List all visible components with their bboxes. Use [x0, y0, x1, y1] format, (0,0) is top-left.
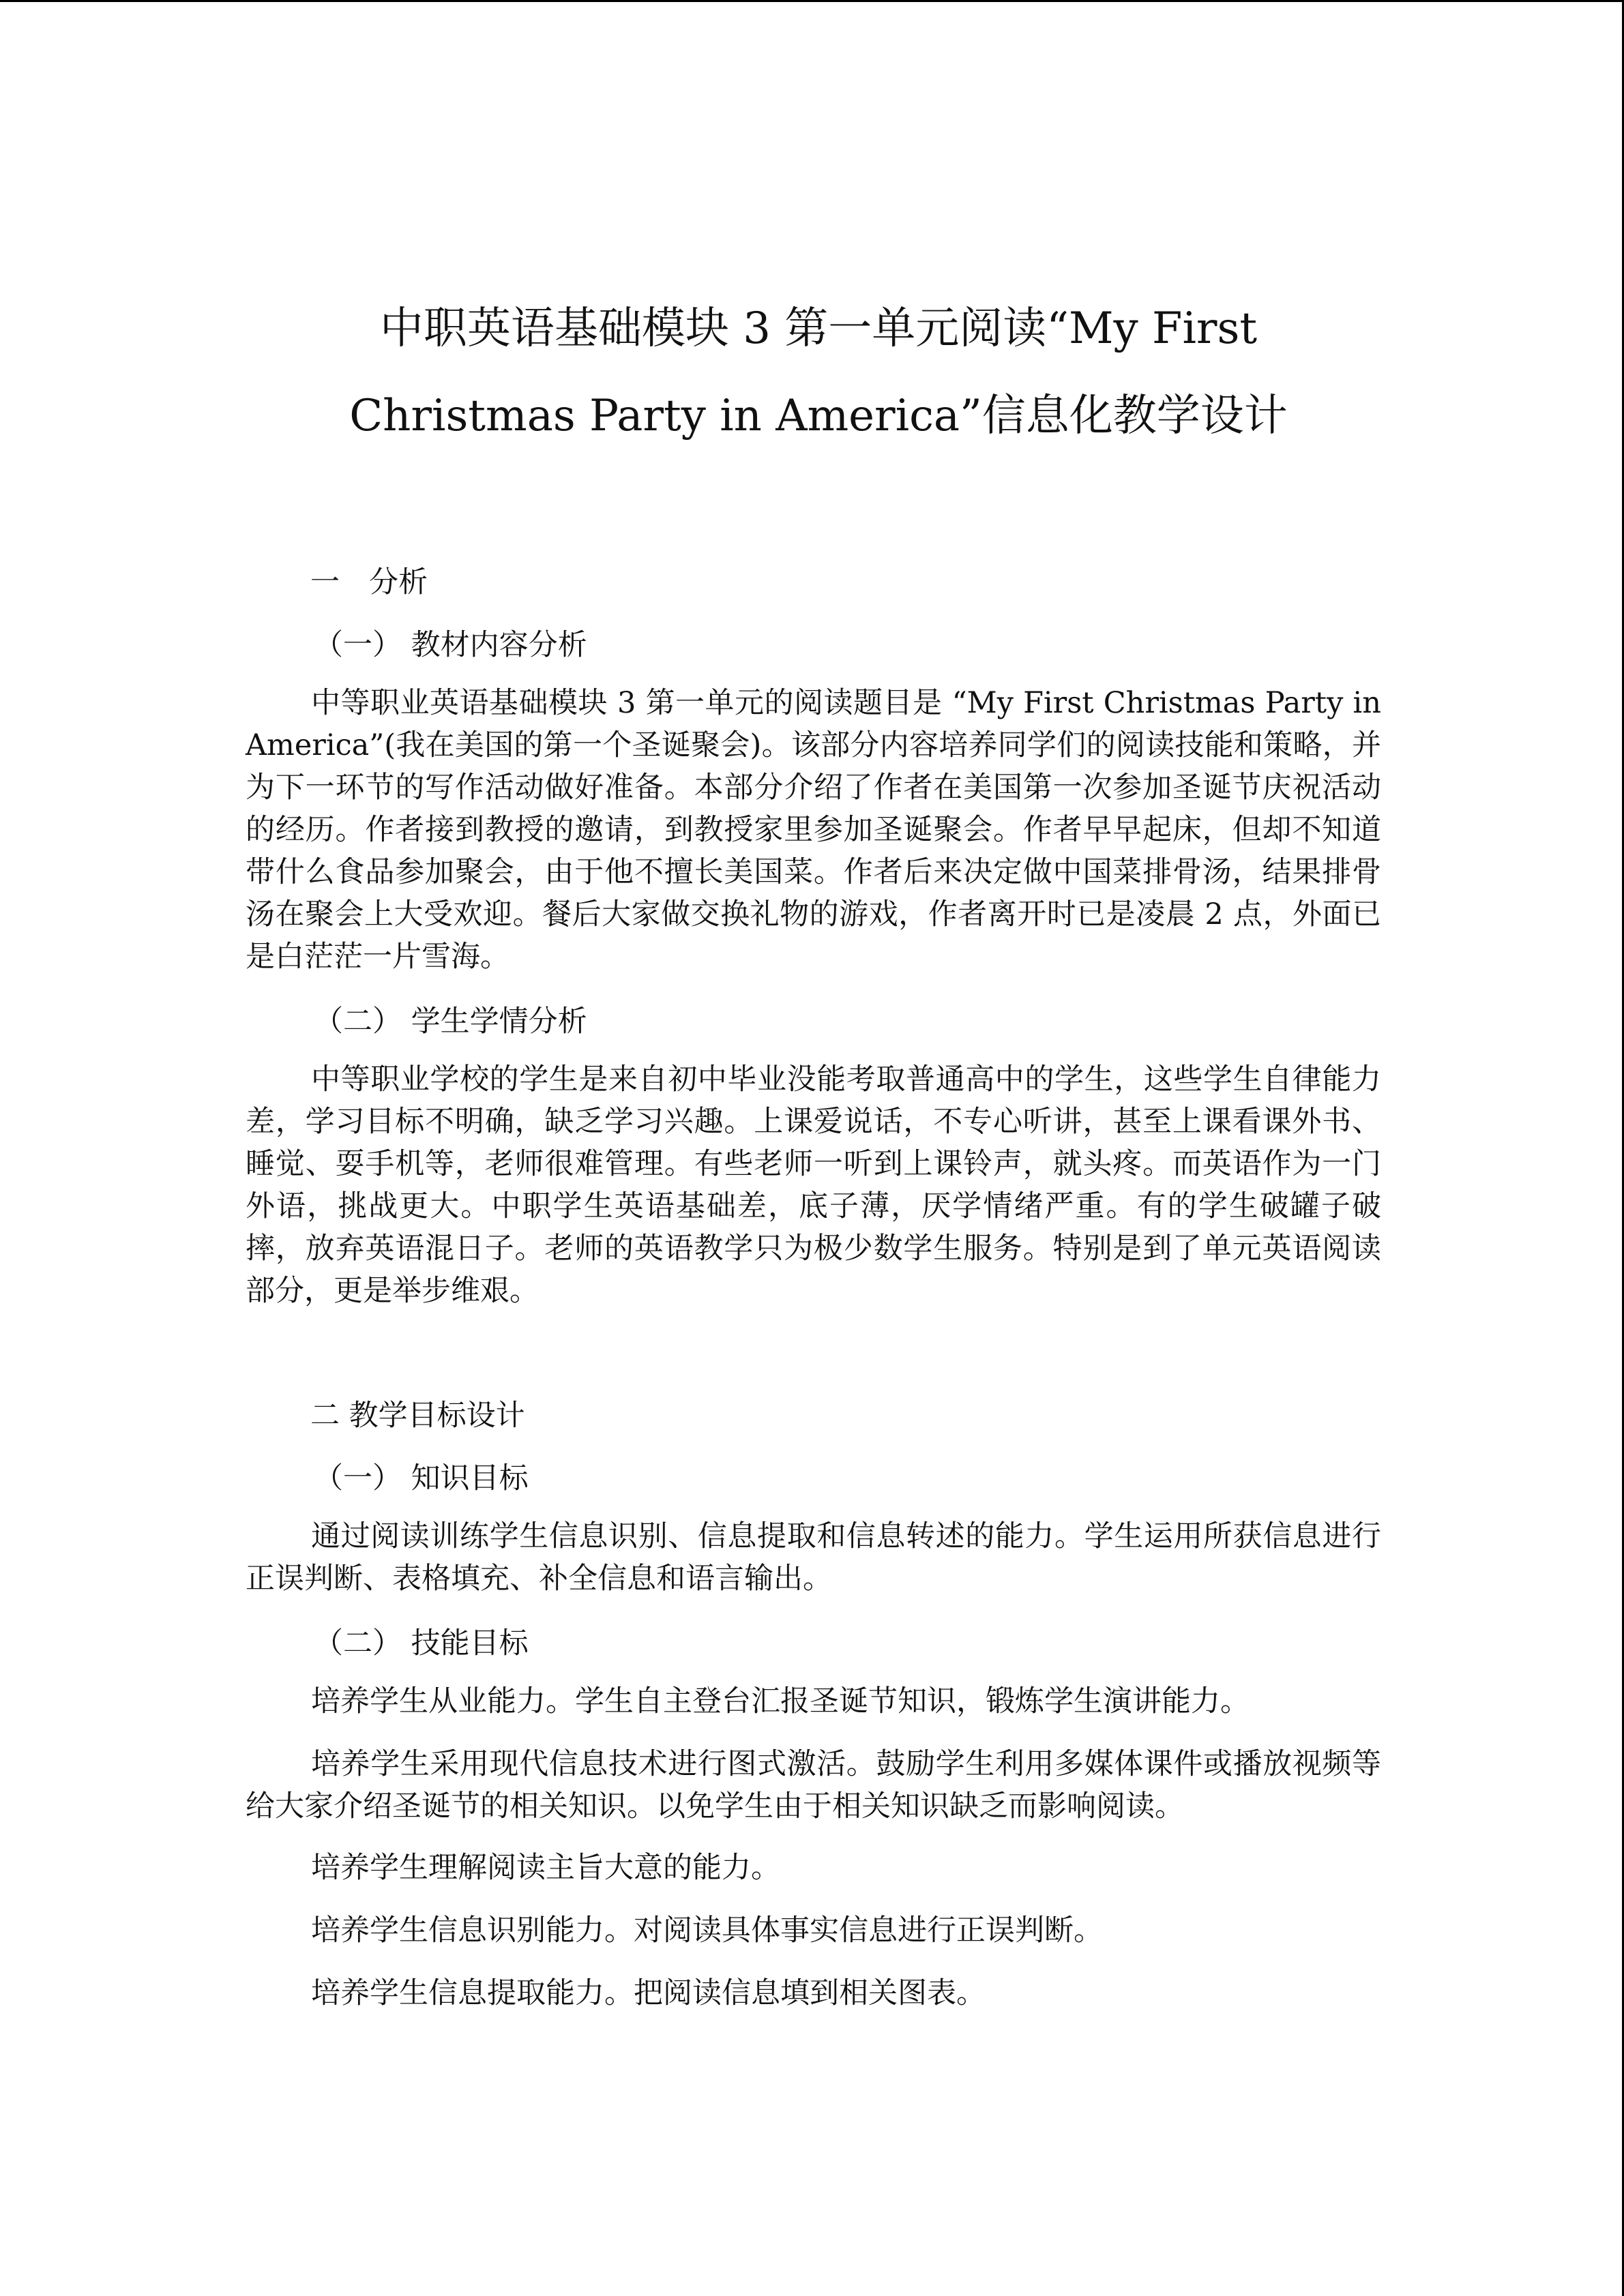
- section-spacer: [246, 1324, 1381, 1384]
- section-1-sub-2-heading: （二） 学生学情分析: [314, 1004, 587, 1039]
- paragraph-spacer: [246, 1840, 1381, 1847]
- student-analysis-paragraph: 中等职业学校的学生是来自初中毕业没能考取普通高中的学生，这些学生自律能力差，学习目标不明确，缺乏学习兴趣。上课爱说话，不专心听讲，甚至上课看课外书、睡觉、耍手机等，老师很难管理。有些老师一听到上课铃声，就头疼。而英语作为一门外语，挑战更大。中职学生英语基础差，底子薄，厌学情绪严重。有的学生破罐子破摔，放弃英语混日子。老师的英语教学只为极少数学生服务。特别是到了单元英语阅读部分，更是举步维艰。: [246, 1062, 1381, 1308]
- document-title: [246, 285, 1391, 460]
- section-1-sub-1-heading: （一） 教材内容分析: [314, 628, 587, 662]
- textbook-analysis-paragraph: 中等职业英语基础模块 3 第一单元的阅读题目是 “My First Christmas Party in America”(我在美国的第一个圣诞聚会)。该部分内容培养同学们的阅读技能和策略，并为下一环节的写作活动做好准备。本部分介绍了作者在美国第一次参加圣诞节庆祝活动的经历。作者接到教授的邀请，到教授家里参加圣诞聚会。作者早早起床，但却不知道带什么食品参加聚会，由于他不擅长美国菜。作者后来决定做中国菜排骨汤，结果排骨汤在聚会上大受欢迎。餐后大家做交换礼物的游戏，作者离开时已是凌晨 2 点，外面已是白茫茫一片雪海。: [246, 686, 1411, 974]
- skill-goal-paragraph-1: 培养学生从业能力。学生自主登台汇报圣诞节知识，锻炼学生演讲能力。: [311, 1684, 1250, 1718]
- skill-goal-paragraph-5: 培养学生信息提取能力。把阅读信息填到相关图表。: [311, 1976, 986, 2010]
- knowledge-goal-paragraph: 通过阅读训练学生信息识别、信息提取和信息转述的能力。学生运用所获信息进行正误判断、表格填充、补全信息和语言输出。: [246, 1519, 1381, 1596]
- skill-goal-paragraph-2: 培养学生采用现代信息技术进行图式激活。鼓励学生利用多媒体课件或播放视频等给大家介绍圣诞节的相关知识。以免学生由于相关知识缺乏而影响阅读。: [246, 1747, 1381, 1823]
- section-2-sub-2-heading: （二） 技能目标: [314, 1626, 529, 1660]
- section-2-heading: 二 教学目标设计: [310, 1399, 525, 1433]
- title-line-2: Christmas Party in America”信息化教学设计: [349, 391, 1288, 441]
- section-2-sub-1-heading: （一） 知识目标: [314, 1461, 529, 1495]
- skill-goal-paragraph-3: 培养学生理解阅读主旨大意的能力。: [311, 1851, 780, 1885]
- skill-goal-paragraph-4: 培养学生信息识别能力。对阅读具体事实信息进行正误判断。: [311, 1913, 1103, 1948]
- title-line-1: 中职英语基础模块 3 第一单元阅读“My First: [379, 303, 1258, 354]
- section-1-heading: 一 分析: [310, 565, 428, 599]
- document-body: [246, 551, 1411, 2035]
